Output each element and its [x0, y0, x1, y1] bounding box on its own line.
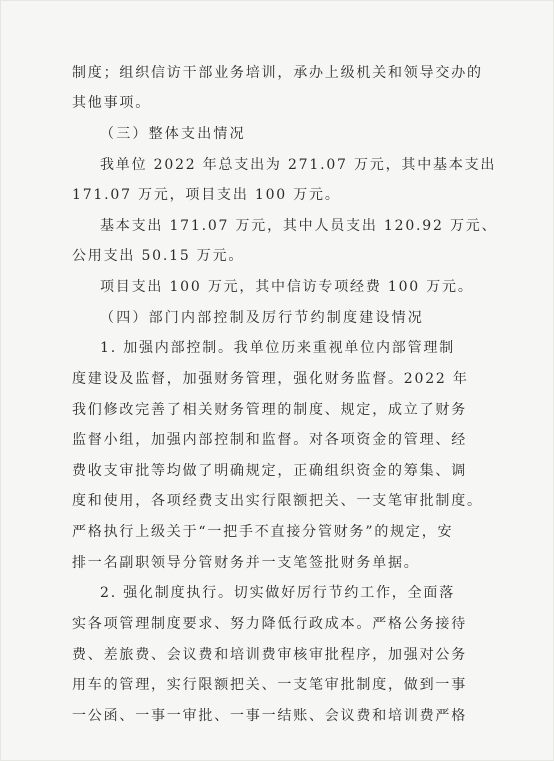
body-text-line: 排一名副职领导分管财务并一支笔签批财务单据。: [72, 555, 420, 571]
body-text-line: 费、差旅费、会议费和培训费审核审批程序，加强对公务: [72, 647, 467, 663]
body-text-line: 我单位 2022 年总支出为 271.07 万元，其中基本支出: [100, 157, 497, 173]
body-text-line: 项目支出 100 万元，其中信访专项经费 100 万元。: [100, 279, 474, 295]
body-text-line: 实各项管理制度要求、努力降低行政成本。严格公务接待: [72, 616, 467, 632]
body-text-line: 度和使用，各项经费支出实行限额把关、一支笔审批制度。: [72, 493, 483, 509]
body-text-line: 我们修改完善了相关财务管理的制度、规定，成立了财务: [72, 402, 467, 418]
body-text-line: 1. 加强内部控制。我单位历来重视单位内部管理制: [100, 340, 456, 356]
body-text-line: 费收支审批等均做了明确规定，正确组织资金的筹集、调: [72, 463, 467, 479]
body-text-line: 基本支出 171.07 万元，其中人员支出 120.92 万元、: [100, 218, 498, 234]
body-text-line: 严格执行上级关于“一把手不直接分管财务”的规定，安: [72, 524, 454, 540]
body-text-line: 171.07 万元，项目支出 100 万元。: [72, 187, 341, 203]
body-text-line: 用车的管理，实行限额把关、一支笔审批制度，做到一事: [72, 677, 467, 693]
body-text-line: 度建设及监督，加强财务管理，强化财务监督。2022 年: [72, 371, 469, 387]
section-heading-4: （四）部门内部控制及厉行节约制度建设情况: [100, 310, 424, 326]
body-text-line: 公用支出 50.15 万元。: [72, 248, 245, 264]
body-text-line: 监督小组，加强内部控制和监督。对各项资金的管理、经: [72, 432, 467, 448]
body-text-line: 其他事项。: [72, 95, 151, 111]
body-text-line: 2. 强化制度执行。切实做好厉行节约工作，全面落: [100, 585, 456, 601]
section-heading-3: （三）整体支出情况: [100, 126, 246, 142]
body-text-line: 一公函、一事一审批、一事一结账、会议费和培训费严格: [72, 708, 467, 724]
body-text-line: 制度；组织信访干部业务培训，承办上级机关和领导交办的: [72, 65, 483, 81]
